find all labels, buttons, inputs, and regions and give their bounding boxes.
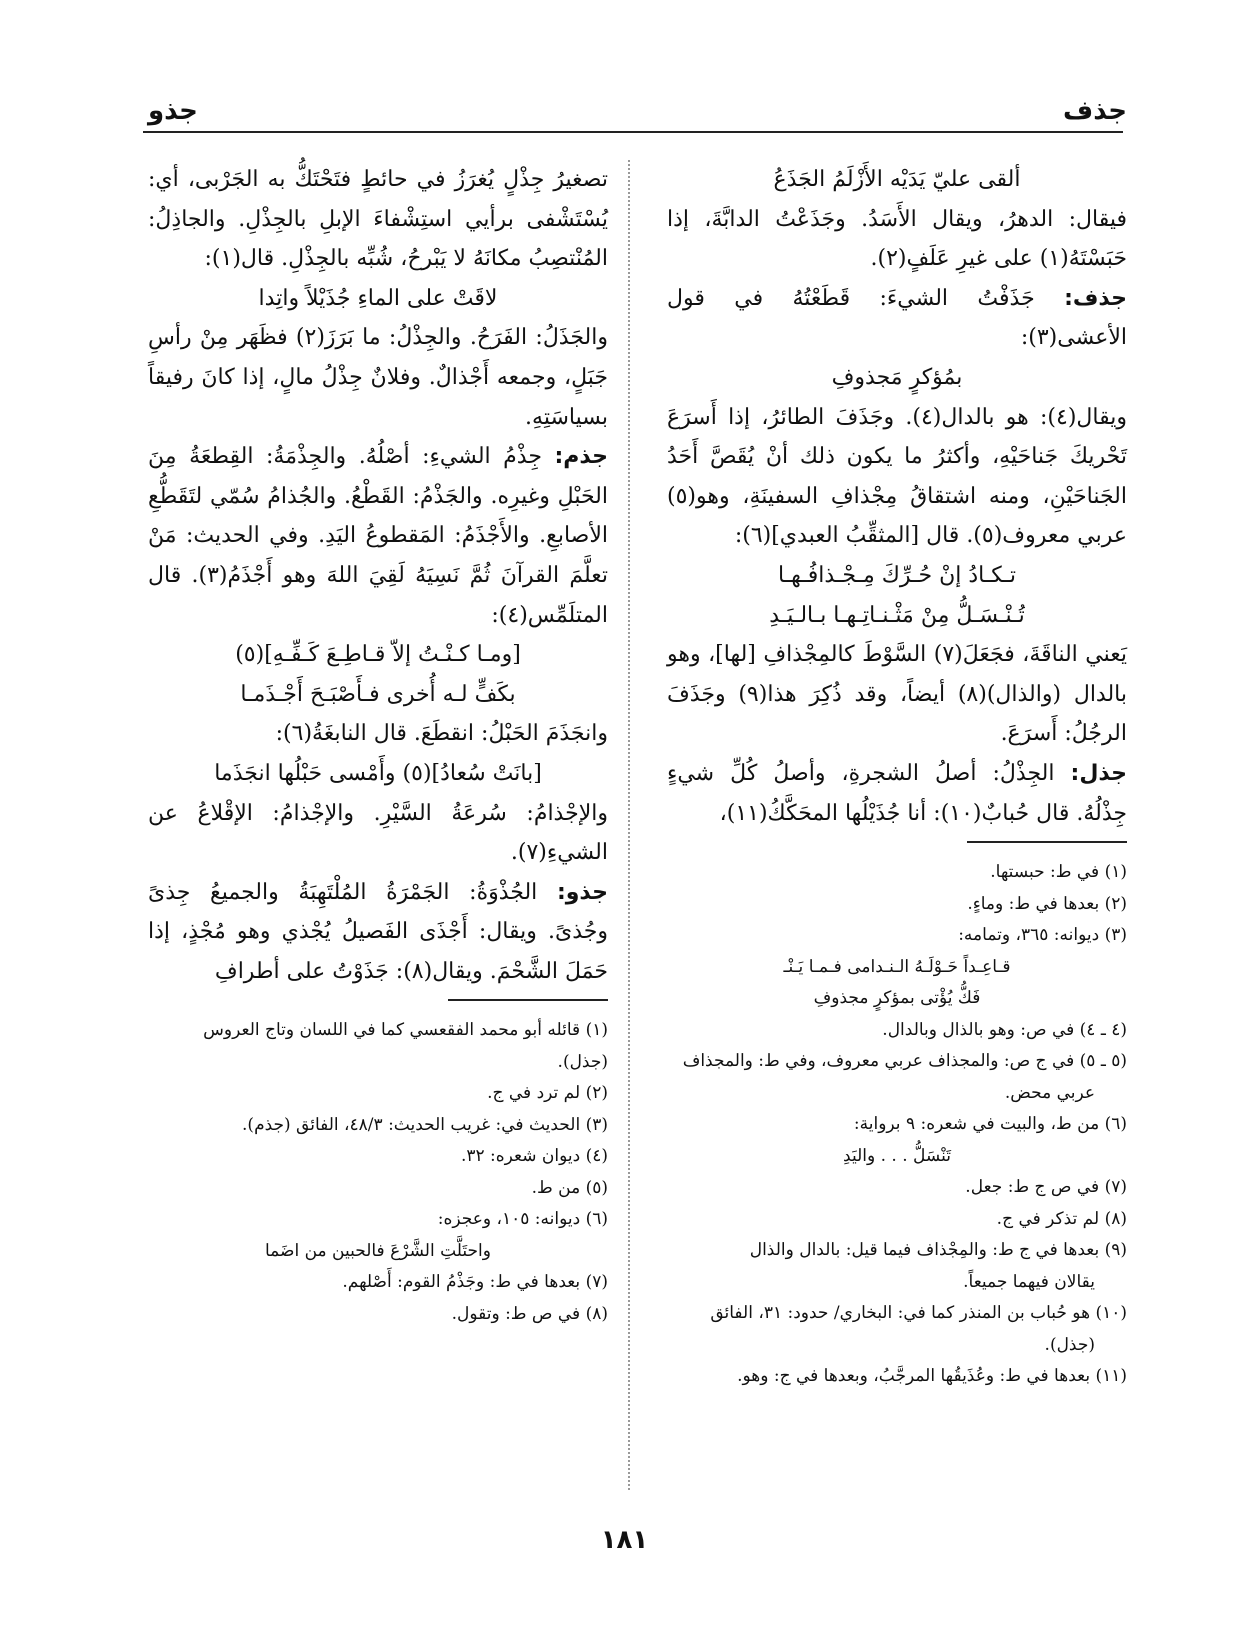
verse-line: لاقَتْ على الماءِ جُذَيْلاً واتِدا <box>258 285 498 311</box>
footnote-line: (٦) ديوانه: ١٠٥، وعجزه: <box>437 1209 608 1230</box>
body-paragraph: والجَذَلُ: الفَرَحُ. والجِذْلُ: ما بَرَزَ(٢) فظَهَر مِنْ رأسِ جَبَلٍ، وجمعه أَجْذالٌ. وفلانٌ جِذْلُ مالٍ، إذا كانَ رفيقاً بسياسَتِهِ. <box>148 325 608 430</box>
entry-text: جِذْمُ الشيءِ: أصْلُهُ. والجِذْمَةُ: القِطعَةُ مِنَ الحَبْلِ وغيرِه. والجَذْمُ: القَطْعُ. والجُذامُ سُمّي لتَقَطُّعِ الأصابعِ. والأَجْذَمُ: المَقطوعُ اليَدِ. وفي الحديث: مَنْ تعلَّمَ القرآنَ ثُمَّ نَسِيَهُ لَقِيَ اللهَ وهو أَجْذَمُ(٣). قال المتلَمِّس(٤): <box>148 444 608 628</box>
left-column-body <box>148 160 608 991</box>
footnote-line: (٥ ـ ٥) في ج ص: والمجذاف عربي معروف، وفي ط: والمجذاف <box>682 1051 1127 1072</box>
running-header-left: جذو <box>148 96 198 126</box>
footnote-line: (٣) الحديث في: غريب الحديث: ٤٨/٣، الفائق (جذم). <box>242 1114 608 1135</box>
footnote-line: (٥) من ط. <box>531 1177 608 1198</box>
verse-line: بمُؤكرٍ مَجذوفِ <box>831 364 963 390</box>
left-column <box>148 160 608 1330</box>
headword: جذف: <box>1064 285 1127 311</box>
footnote-line: (٧) بعدها في ط: وجَذْمُ القوم: أَصْلهم. <box>342 1272 608 1293</box>
footnote-line: (٤) ديوان شعره: ٣٢. <box>460 1146 608 1167</box>
footnote-line: (١١) بعدها في ط: وعُذَيقُها المرجَّبُ، وبعدها في ج: وهو. <box>737 1366 1127 1387</box>
footnote-line: (١٠) هو حُباب بن المنذر كما في: البخاري/ حدود: ٣١، الفائق <box>710 1303 1127 1324</box>
footnote-line: (٩) بعدها في ج ط: والمِجْذاف فيما قيل: بالدال والذال <box>749 1240 1127 1261</box>
footnote-line: (٤ ـ ٤) في ص: وهو بالذال وبالدال. <box>882 1019 1127 1040</box>
body-paragraph: تصغيرُ جِذْلٍ يُغرَزُ في حائطٍ فتَحْتَكُّ به الجَرْبى، أي: يُسْتَشْفى برأيي استِشْفاءَ الإبلِ بالجِذْلِ. والجاذِلُ: المُنْتصِبُ مكانَهُ لا يَبْرحُ، شُبِّه بالجِذْلِ. قال(١): <box>148 167 608 272</box>
right-footnotes <box>667 857 1127 1393</box>
headword: جذم: <box>554 444 608 470</box>
body-paragraph: ويقال(٤): هو بالدال(٤). وجَذَفَ الطائرُ، إذا أَسرَعَ تَحْريكَ جَناحَيْهِ، وأكثرُ ما يكون ذلك أنْ يُقَصَّ أَحَدُ الجَناحَيْنِ، ومنه اشتقاقُ مِجْذافِ السفينَةِ، وهو(٥) عربي معروف(٥). قال [المثقِّبُ العبدي](٦): <box>667 404 1127 549</box>
verse-line: [بانَتْ سُعادُ](٥) وأَمْسى حَبْلُها انجَذَما <box>214 760 542 786</box>
entry-text: الجُذْوَةُ: الجَمْرَةُ المُلْتَهِبَةُ والجميعُ جِذىً وجُذىً. ويقال: أَجْذَى الفَصيلُ يُجْذي وهو مُجْذٍ، إذا حَمَلَ الشَّحْمَ. ويقال(٨): جَذَوْتُ على أطرافِ <box>148 879 608 984</box>
verse-line: [ومـا كـنْـتُ إلاّ قـاطِـعَ كَـفِّـهِ](٥) <box>235 642 521 668</box>
headword: جذل: <box>1070 760 1127 786</box>
footnote-line: تَنْسَلُّ . . . واليَدِ <box>843 1145 951 1166</box>
footnote-line: عربي محض. <box>1004 1082 1095 1103</box>
entry-text: الجِذْلُ: أصلُ الشجرةِ، وأصلُ كُلِّ شيءٍ جِذْلُهُ. قال حُبابٌ(١٠): أنا جُذَيْلُها المحَكَّكُ(١١)، <box>667 760 1127 826</box>
page-number: ١٨١ <box>600 1525 649 1555</box>
verse-line: ألقى عليّ يَدَيْه الأَزْلَمُ الجَذَعُ <box>773 167 1021 192</box>
footnote-line: يقالان فيهما جميعاً. <box>963 1271 1095 1292</box>
right-column-body <box>667 160 1127 833</box>
right-column <box>667 160 1127 1393</box>
entry-paragraph <box>667 754 1127 833</box>
entry-paragraph <box>667 279 1127 358</box>
headword: جذو: <box>556 879 608 905</box>
footnote-rule <box>448 999 608 1001</box>
footnote-line: (٢) لم ترد في ج. <box>487 1083 608 1104</box>
footnote-line: (٨) في ص ط: وتقول. <box>451 1303 608 1324</box>
verse-line: تـكـادُ إنْ حُـرِّكَ مِـجْـذافُـهـا <box>777 562 1016 588</box>
footnote-line: واحتَلَّتِ الشَّرْعَ فالحبين من اضَما <box>265 1240 491 1261</box>
verse-line: تُـنْـسَـلُّ مِنْ مَثْـنـاتِـهـا بـالـيَـدِ <box>769 602 1025 628</box>
verse-line: بكَفٍّ لـه أُخرى فـأَصْبَـحَ أَجْـذَمـا <box>240 681 516 707</box>
footnote-line: (١) في ط: حبستها. <box>990 862 1127 883</box>
body-paragraph: يَعني الناقَةَ، فجَعَلَ(٧) السَّوْطَ كالمِجْذافِ [لها]، وهو بالدال (والذال)(٨) أيضاً، وقد ذُكِرَ هذا(٩) وجَذَفَ الرجُلُ: أَسرَعَ. <box>667 642 1128 747</box>
body-paragraph: فيقال: الدهرُ، ويقال الأَسَدُ. وجَذَعْتُ الدابَّةَ، إذا حَبَسْتَهُ(١) على غيرِ عَلَفٍ(٢). <box>667 206 1127 272</box>
entry-paragraph <box>148 437 608 635</box>
header-rule <box>143 131 1123 133</box>
body-paragraph: والإجْذامُ: سُرعَةُ السَّيْرِ. والإجْذامُ: الإقْلاعُ عن الشيءِ(٧). <box>148 800 608 866</box>
footnote-line: فَكُّ يُؤْتى بمؤكرٍ مجذوفِ <box>813 988 981 1009</box>
footnote-rule <box>967 841 1127 843</box>
footnote-line: (٦) من ط، والبيت في شعره: ٩ برواية: <box>853 1114 1127 1135</box>
entry-paragraph <box>148 873 608 992</box>
left-footnotes <box>148 1015 608 1330</box>
footnote-line: (جذل). <box>1044 1334 1095 1355</box>
body-paragraph: وانجَذَمَ الحَبْلُ: انقطَعَ. قال النابغَةُ(٦): <box>275 721 608 747</box>
footnote-line: قـاعِـداً حَـوْلَـهُ الـنـدامى فـمـا يَـنْـ <box>783 956 1011 977</box>
column-divider <box>628 160 630 1490</box>
footnote-line: (٨) لم تذكر في ج. <box>996 1208 1127 1229</box>
footnote-line: (٧) في ص ج ط: جعل. <box>965 1177 1127 1198</box>
entry-text: جَذَفْتُ الشيءَ: قَطَعْتُهُ في قول الأعشى(٣): <box>667 285 1127 351</box>
footnote-line: (٣) ديوانه: ٣٦٥، وتمامه: <box>958 925 1127 946</box>
footnote-line: (١) قائله أبو محمد الفقعسي كما في اللسان وتاج العروس (جذل). <box>203 1020 608 1072</box>
footnote-line: (٢) بعدها في ط: وماءٍ. <box>967 893 1127 914</box>
running-header-right: جذف <box>1063 96 1127 126</box>
